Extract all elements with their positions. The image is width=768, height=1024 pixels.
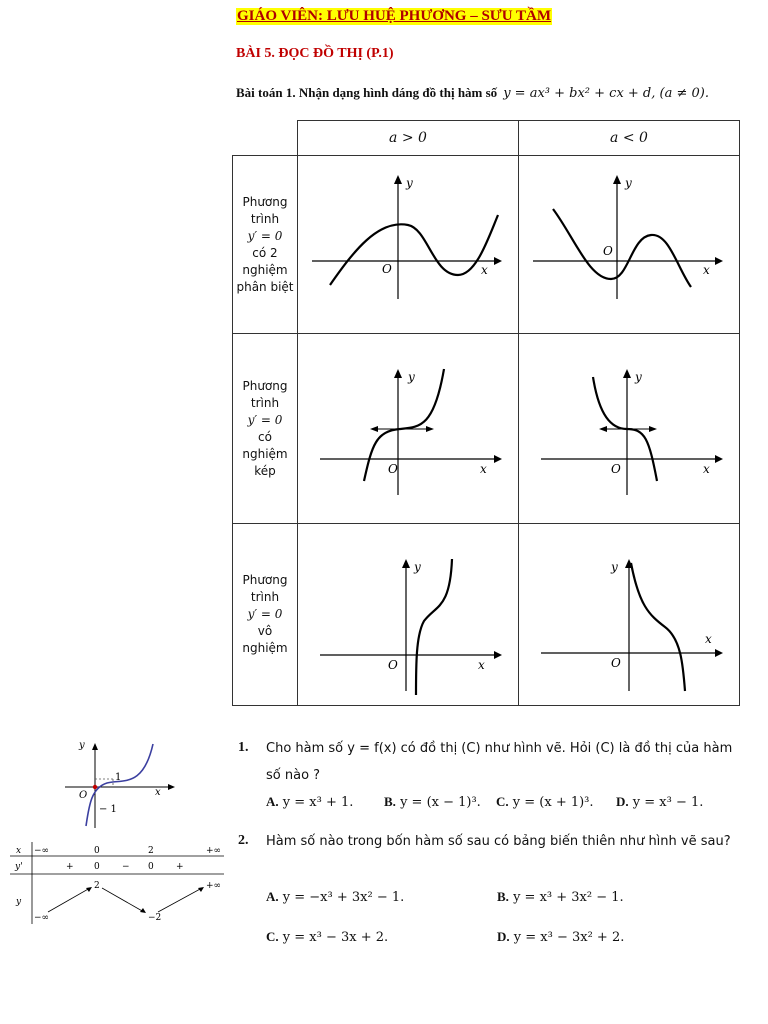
cubic-graph-two-extrema-down xyxy=(519,157,739,333)
q1-text-line2: số nào ? xyxy=(266,768,321,783)
q2-text: Hàm số nào trong bốn hàm số sau có bảng biến thiên như hình vẽ sau? xyxy=(266,834,731,849)
q2-option-b: B. y = x³ + 3x² − 1. xyxy=(497,889,624,905)
x-axis-label: x xyxy=(481,262,488,277)
bbt-sign-2: − xyxy=(122,862,130,872)
graph-cell-1-2 xyxy=(519,156,740,334)
bbt-sign-4: + xyxy=(176,862,184,872)
problem-statement xyxy=(236,85,709,101)
x-axis-label: x xyxy=(703,461,710,476)
q1-number: 1. xyxy=(238,740,249,755)
y-axis-label: y xyxy=(625,175,632,190)
problem-label: Bài toán 1. Nhận dạng hình dáng đồ thị hàm số xyxy=(236,85,498,100)
q1-option-c: C. y = (x + 1)³. xyxy=(496,794,594,810)
row-label-double-root: Phương trình y′ = 0 có nghiệm kép xyxy=(233,334,298,524)
q1-figure-graph xyxy=(55,736,185,832)
cubic-graph-two-extrema-up xyxy=(298,157,518,333)
x-axis-label: x xyxy=(480,461,487,476)
q2-variation-table xyxy=(6,840,228,926)
x-axis-label: x xyxy=(478,657,485,672)
bbt-y-1: 2 xyxy=(94,881,100,891)
bbt-x-1: 0 xyxy=(94,846,100,856)
origin-label: O xyxy=(603,243,613,258)
bbt-yp-label: y' xyxy=(15,862,23,872)
y-axis-label: y xyxy=(408,369,415,384)
row-label-two-roots: Phương trình y′ = 0 có 2 nghiệm phân biệt xyxy=(233,156,298,334)
graph-cell-1-1 xyxy=(298,156,519,334)
y-axis-label: y xyxy=(406,175,413,190)
cubic-graph-inflection-down xyxy=(519,335,739,523)
lesson-title: BÀI 5. ĐỌC ĐỒ THỊ (P.1) xyxy=(236,46,394,61)
bbt-y-3: +∞ xyxy=(206,881,222,891)
cubic-graph-monotone-down xyxy=(519,525,739,705)
cubic-graph-inflection-up xyxy=(298,335,518,523)
q1-minus-one-label: − 1 xyxy=(99,804,117,815)
origin-label: O xyxy=(611,655,621,670)
q1-one-label: 1 xyxy=(115,772,122,783)
col-header-a-negative: a < 0 xyxy=(519,121,740,156)
graph-cell-3-2 xyxy=(519,524,740,706)
q2-option-a: A. y = −x³ + 3x² − 1. xyxy=(266,889,405,905)
q2-option-c: C. y = x³ − 3x + 2. xyxy=(266,929,389,945)
q1-option-b: B. y = (x − 1)³. xyxy=(384,794,481,810)
y-axis-label: y xyxy=(611,559,618,574)
q2-option-d: D. y = x³ − 3x² + 2. xyxy=(497,929,625,945)
q1-y-label: y xyxy=(79,740,85,751)
y-axis-label: y xyxy=(635,369,642,384)
problem-formula: y = ax³ + bx² + cx + d, (a ≠ 0). xyxy=(503,86,709,101)
row-label-no-root: Phương trình y′ = 0 vô nghiệm xyxy=(233,524,298,706)
bbt-x-label: x xyxy=(16,846,22,856)
bbt-x-0: −∞ xyxy=(34,846,50,856)
bbt-sign-0: + xyxy=(66,862,74,872)
origin-label: O xyxy=(388,461,398,476)
q1-option-a: A. y = x³ + 1. xyxy=(266,794,354,810)
origin-label: O xyxy=(388,657,398,672)
origin-label: O xyxy=(611,461,621,476)
bbt-y-0: −∞ xyxy=(34,913,50,923)
graph-cell-2-2 xyxy=(519,334,740,524)
col-header-a-positive: a > 0 xyxy=(298,121,519,156)
bbt-y-label: y xyxy=(16,897,22,907)
q1-text-line1: Cho hàm số y = f(x) có đồ thị (C) như hình vẽ. Hỏi (C) là đồ thị của hàm xyxy=(266,741,733,756)
bbt-y-2: −2 xyxy=(148,913,162,923)
teacher-header: GIÁO VIÊN: LƯU HUỆ PHƯƠNG – SƯU TẦM xyxy=(237,8,552,24)
bbt-sign-1: 0 xyxy=(94,862,100,872)
y-axis-label: y xyxy=(414,559,421,574)
graph-shape-table xyxy=(232,120,740,706)
q1-x-label: x xyxy=(155,787,161,798)
cubic-graph-monotone-up xyxy=(298,525,518,705)
q1-option-d: D. y = x³ − 1. xyxy=(616,794,704,810)
bbt-sign-3: 0 xyxy=(148,862,154,872)
origin-label: O xyxy=(382,261,392,276)
x-axis-label: x xyxy=(703,262,710,277)
bbt-x-3: +∞ xyxy=(206,846,222,856)
q1-origin-label: O xyxy=(79,790,88,801)
graph-cell-2-1 xyxy=(298,334,519,524)
bbt-x-2: 2 xyxy=(148,846,154,856)
q2-number: 2. xyxy=(238,833,249,848)
graph-cell-3-1 xyxy=(298,524,519,706)
x-axis-label: x xyxy=(705,631,712,646)
